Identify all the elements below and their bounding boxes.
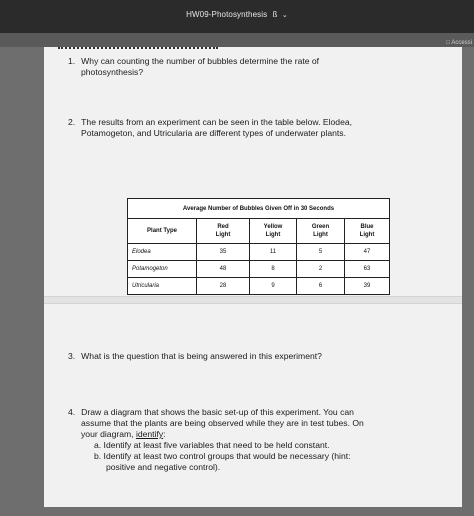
question-3 — [68, 351, 428, 362]
table-cell: 28 — [197, 278, 250, 295]
question-4-number: 4. — [68, 407, 76, 417]
header-line: Light — [265, 232, 281, 238]
table-cell: 47 — [345, 244, 390, 261]
q4-line3-pre: your diagram, — [81, 429, 136, 439]
column-header-plant-type: Plant Type — [128, 219, 197, 244]
question-1-number: 1. — [68, 56, 76, 66]
question-2-number: 2. — [68, 117, 76, 127]
table-row — [128, 244, 390, 261]
header-line: Light — [359, 232, 375, 238]
table-cell: 35 — [197, 244, 250, 261]
document-title-text: HW09-Photosynthesis — [186, 10, 268, 19]
badge-text: ß — [272, 10, 278, 19]
question-4-line-1: Draw a diagram that shows the basic set-up of this experiment. You can — [81, 407, 354, 417]
window-titlebar — [0, 0, 474, 33]
table-cell: 5 — [297, 244, 345, 261]
plant-name: Potamogeton — [128, 261, 197, 278]
column-header-yellow-light — [250, 219, 297, 244]
question-4-line-3 — [68, 429, 438, 440]
question-2-line-1: The results from an experiment can be seen in the table below. Elodea, — [81, 117, 353, 127]
table-row — [128, 261, 390, 278]
table-cell: 11 — [250, 244, 297, 261]
question-2-line-2: Potamogeton, and Utricularia are different types of underwater plants. — [81, 128, 346, 138]
accessibility-label: Accessi — [451, 40, 472, 46]
question-1 — [68, 56, 408, 78]
results-table — [127, 198, 390, 295]
plant-name: Elodea — [128, 244, 197, 261]
table-cell: 2 — [297, 261, 345, 278]
q4-line3-underlined: identify — [135, 429, 164, 439]
question-4-item-a: a. Identify at least five variables that need to be held constant. — [94, 440, 330, 450]
question-4-line-2: assume that the plants are being observed while they are in test tubes. On — [81, 418, 364, 428]
accessibility-icon: □ — [446, 40, 450, 46]
question-4 — [68, 407, 438, 473]
question-3-number: 3. — [68, 351, 76, 361]
question-1-line-1: Why can counting the number of bubbles determine the rate of — [81, 56, 320, 66]
question-1-line-2: photosynthesis? — [81, 67, 144, 77]
table-cell: 48 — [197, 261, 250, 278]
table-cell: 63 — [345, 261, 390, 278]
question-3-text: What is the question that is being answered in this experiment? — [81, 351, 322, 361]
document-title[interactable] — [0, 10, 474, 19]
page-break — [44, 296, 462, 304]
table-cell: 8 — [250, 261, 297, 278]
question-2 — [68, 117, 428, 139]
question-4-item-b-line-1: b. Identify at least two control groups that would be necessary (hint: — [94, 451, 351, 461]
header-line: Yellow — [263, 224, 283, 230]
column-header-blue-light — [345, 219, 390, 244]
accessibility-button[interactable] — [446, 40, 472, 46]
column-header-green-light — [297, 219, 345, 244]
table-title: Average Number of Bubbles Given Off in 30 Seconds — [128, 199, 390, 219]
plant-name: Utricularia — [128, 278, 197, 295]
table-cell: 6 — [297, 278, 345, 295]
document-page — [44, 47, 462, 507]
column-header-red-light — [197, 219, 250, 244]
question-4-item-b-line-2: positive and negative control). — [106, 462, 221, 472]
header-line: Green — [311, 224, 330, 230]
header-line: Blue — [360, 224, 374, 230]
chevron-down-icon[interactable]: ⌄ — [281, 12, 288, 19]
table-row — [128, 278, 390, 295]
cut-off-text-line — [58, 47, 218, 51]
header-line: Light — [313, 232, 328, 238]
q4-line3-post: : — [163, 429, 166, 439]
header-line: Red — [217, 224, 229, 230]
table-cell: 9 — [250, 278, 297, 295]
table-cell: 39 — [345, 278, 390, 295]
toolbar-strip — [0, 33, 474, 47]
header-line: Light — [215, 232, 231, 238]
